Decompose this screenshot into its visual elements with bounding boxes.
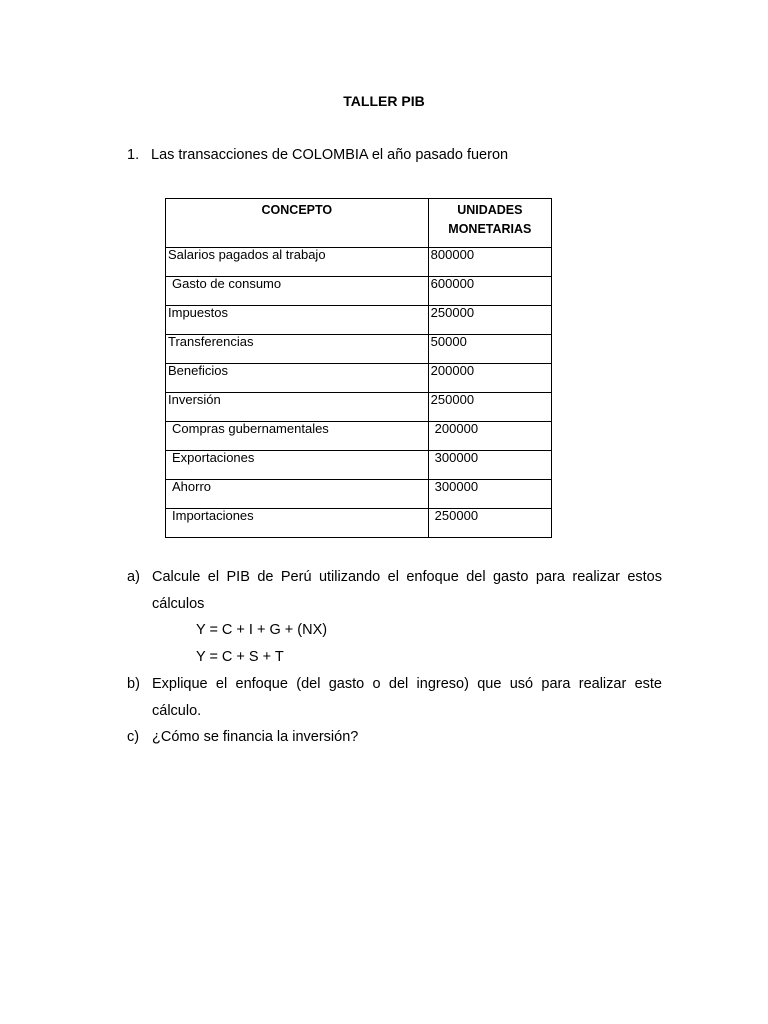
table-row — [166, 335, 552, 364]
formula-expenditure: Y = C + I + G + (NX) — [196, 622, 328, 638]
question-1 — [127, 146, 508, 164]
row-concepto: Compras gubernamentales — [166, 422, 429, 451]
question-b — [127, 671, 662, 724]
document-title: TALLER PIB — [343, 93, 425, 109]
question-1-number: 1. — [127, 147, 140, 163]
row-valor: 250000 — [428, 393, 551, 422]
table-row — [166, 248, 552, 277]
table-row — [166, 306, 552, 335]
row-concepto: Transferencias — [166, 335, 429, 364]
table-row — [166, 393, 552, 422]
table-row — [166, 451, 552, 480]
row-concepto: Salarios pagados al trabajo — [166, 248, 429, 277]
row-concepto: Inversión — [166, 393, 429, 422]
question-b-text: Explique el enfoque (del gasto o del ingreso) que usó para realizar este cálculo. — [152, 676, 662, 719]
question-b-letter: b) — [127, 676, 140, 692]
row-concepto: Importaciones — [166, 509, 429, 538]
table-row — [166, 480, 552, 509]
row-valor: 300000 — [428, 451, 551, 480]
row-valor: 800000 — [428, 248, 551, 277]
question-c — [127, 724, 662, 751]
question-a — [127, 564, 662, 617]
row-valor: 300000 — [428, 480, 551, 509]
question-a-text: Calcule el PIB de Perú utilizando el enfoque del gasto para realizar estos cálculos — [152, 569, 662, 612]
row-concepto: Beneficios — [166, 364, 429, 393]
row-concepto: Exportaciones — [166, 451, 429, 480]
row-concepto: Impuestos — [166, 306, 429, 335]
row-concepto: Gasto de consumo — [166, 277, 429, 306]
formula-income: Y = C + S + T — [196, 649, 284, 665]
row-valor: 50000 — [428, 335, 551, 364]
question-c-letter: c) — [127, 729, 140, 745]
row-concepto: Ahorro — [166, 480, 429, 509]
row-valor: 250000 — [428, 509, 551, 538]
header-unidades-monetarias: UNIDADES MONETARIAS — [428, 199, 551, 248]
question-a-letter: a) — [127, 569, 140, 585]
row-valor: 200000 — [428, 422, 551, 451]
table-row — [166, 277, 552, 306]
table-row — [166, 509, 552, 538]
transactions-table — [165, 198, 552, 538]
question-1-text: Las transacciones de COLOMBIA el año pasado fueron — [151, 147, 509, 163]
row-valor: 600000 — [428, 277, 551, 306]
question-c-text: ¿Cómo se financia la inversión? — [152, 729, 359, 745]
table-header-row — [166, 199, 552, 248]
table-row — [166, 364, 552, 393]
header-concepto: CONCEPTO — [166, 199, 429, 248]
row-valor: 250000 — [428, 306, 551, 335]
table-row — [166, 422, 552, 451]
row-valor: 200000 — [428, 364, 551, 393]
